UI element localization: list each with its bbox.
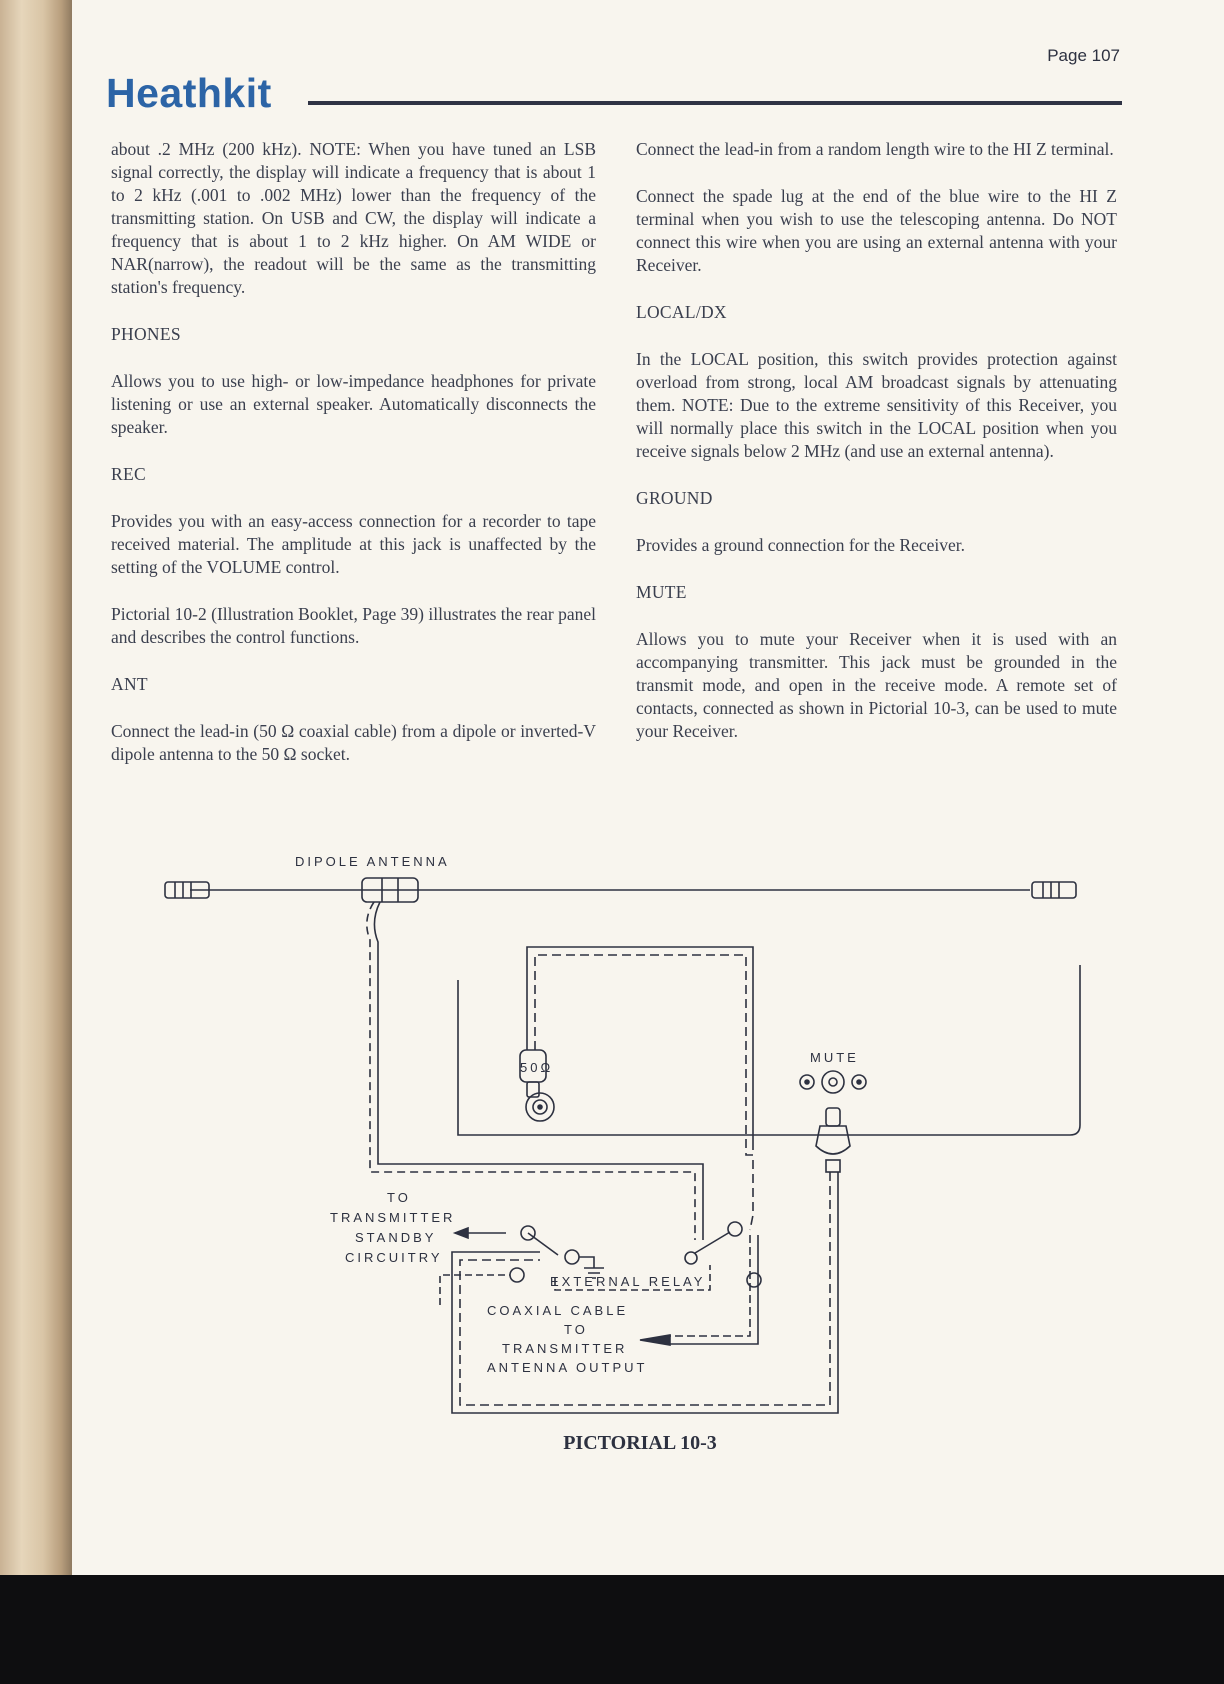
hiz-paragraph: Connect the lead-in from a random length wire to the HI Z terminal. (636, 139, 1114, 159)
mute-jack-center (822, 1071, 844, 1093)
spade-paragraph: Connect the spade lug at the end of the blue wire to the HI Z terminal when you wish to use the telescoping antenna. Do NOT connect this wire when you are using an external antenna with your Receiver. (636, 186, 1117, 275)
antenna-output-label: ANTENNA OUTPUT (487, 1360, 648, 1375)
intro-paragraph: about .2 MHz (200 kHz). NOTE: When you have tuned an LSB signal correctly, the display will indicate a frequency that is about 1 to 2 kHz (.001 to .002 MHz) lower than the frequency of the transmitting station. On USB and CW, the display will indicate a frequency that is about 1 to 2 kHz higher. On AM WIDE or NAR(narrow), the readout will be the same as the transmitting station's frequency. (111, 139, 596, 297)
circuitry-label: CIRCUITRY (345, 1250, 443, 1265)
coax-arrow (640, 1335, 670, 1345)
left-column (111, 138, 596, 790)
book-binding (0, 0, 72, 1575)
mute-heading: MUTE (636, 582, 687, 602)
ground-heading: GROUND (636, 488, 713, 508)
coax-transmitter-label: TRANSMITTER (502, 1341, 628, 1356)
relay-arm-right (695, 1232, 730, 1253)
dipole-label: DIPOLE ANTENNA (295, 854, 450, 869)
page-number: Page 107 (1047, 46, 1120, 65)
coax-to-label: TO (564, 1322, 588, 1337)
right-column (636, 138, 1117, 767)
figure-caption: PICTORIAL 10-3 (563, 1432, 717, 1454)
header-rule (308, 101, 1122, 105)
rec-heading: REC (111, 464, 146, 484)
mute-paragraph: Allows you to mute your Receiver when it is used with an accompanying transmitter. This jack must be grounded in the transmit mode, and open in the receive mode. A remote set of contacts, connected as shown in Pictorial 10-3, can be used to mute your Receiver. (636, 629, 1117, 741)
localdx-paragraph: In the LOCAL position, this switch provides protection against overload from strong, local AM broadcast signals by attenuating them. NOTE: Due to the extreme sensitivity of this Receiver, you will normally place this switch in the LOCAL position when you receive signals below 2 MHz (and use an external antenna). (636, 349, 1117, 461)
relay-ground-contact (565, 1250, 579, 1264)
ant-heading: ANT (111, 674, 148, 694)
localdx-heading: LOCAL/DX (636, 302, 727, 322)
ground-paragraph: Provides a ground connection for the Receiver. (636, 535, 965, 555)
phones-paragraph: Allows you to use high- or low-impedance headphones for private listening or use an external speaker. Automatically disconnects the speaker. (111, 371, 596, 437)
transmitter-label: TRANSMITTER (330, 1210, 456, 1225)
socket-label: 50Ω (520, 1060, 554, 1075)
scan-background (0, 1575, 1224, 1684)
pictorial-paragraph: Pictorial 10-2 (Illustration Booklet, Page 39) illustrates the rear panel and describes the control functions. (111, 604, 597, 647)
wiring-diagram-detail (150, 850, 1130, 1430)
rec-paragraph: Provides you with an easy-access connection for a recorder to tape received material. The amplitude at this jack is unaffected by the setting of the VOLUME control. (111, 511, 596, 577)
standby-label: STANDBY (355, 1230, 437, 1245)
to-label: TO (387, 1190, 411, 1205)
phones-heading: PHONES (111, 324, 181, 344)
brand-logo: Heathkit (106, 70, 272, 116)
relay-label: EXTERNAL RELAY (550, 1274, 706, 1289)
ant-paragraph: Connect the lead-in (50 Ω coaxial cable) from a dipole or inverted-V dipole antenna to the 50 Ω socket. (111, 721, 596, 764)
mute-label: MUTE (810, 1050, 859, 1065)
coax-label: COAXIAL CABLE (487, 1303, 629, 1318)
rca-plug (816, 1126, 850, 1154)
